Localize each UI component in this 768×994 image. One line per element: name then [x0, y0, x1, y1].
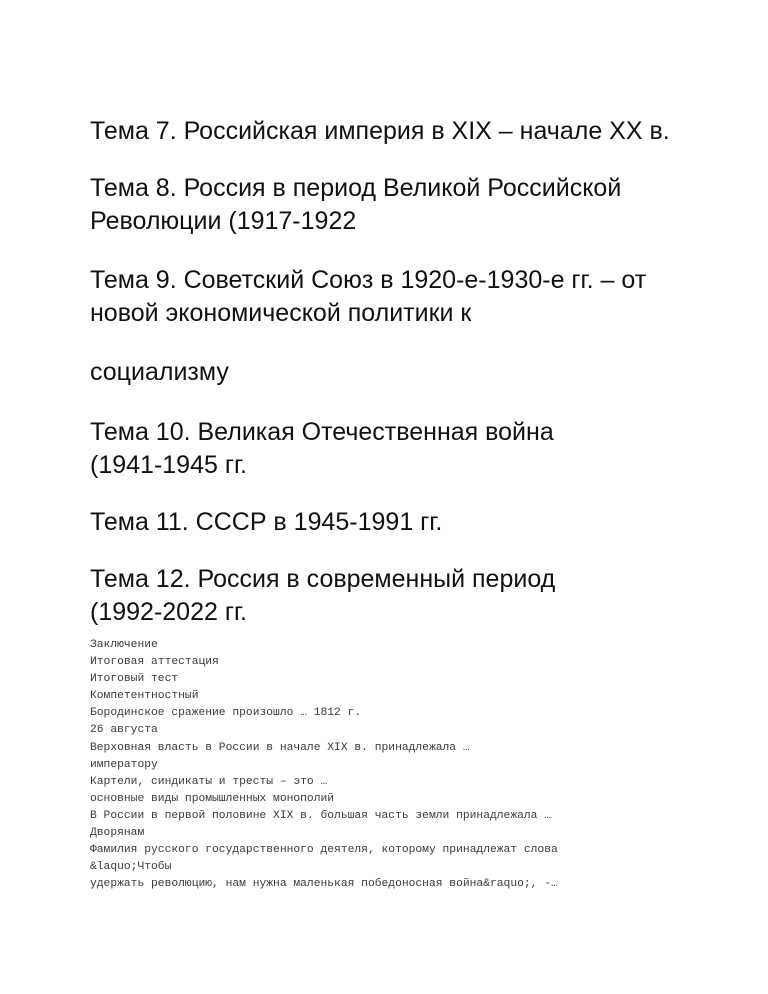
list-item: основные виды промышленных монополий: [90, 792, 335, 805]
topic-11-heading: Тема 11. СССР в 1945-1991 гг.: [90, 508, 443, 536]
list-item: &laquo;Чтобы: [90, 861, 172, 874]
list-item: Бородинское сражение произошло … 1812 г.: [90, 707, 362, 720]
topic-9-heading: Тема 9. Советский Союз в 1920-е-1930-е гг. – от новой экономической политики к: [90, 266, 647, 327]
list-item: Фамилия русского государственного деятеля, которому принадлежат слова: [90, 844, 558, 857]
topic-10-heading: Тема 10. Великая Отечественная война (1941-1945 гг.: [90, 418, 554, 479]
list-item: императору: [90, 758, 158, 771]
list-item: Итоговый тест: [90, 673, 179, 686]
topic-7-heading: Тема 7. Российская империя в XIX – начале XX в.: [90, 117, 670, 145]
topic-12-heading: Тема 12. Россия в современный период (1992-2022 гг.: [90, 565, 556, 626]
list-item: удержать революцию, нам нужна маленькая победоносная война&raquo;, -…: [90, 878, 558, 891]
list-item: В России в первой половине XIX в. большая часть земли принадлежала …: [90, 809, 551, 822]
list-item: Компетентностный: [90, 690, 199, 703]
list-item: 26 августа: [90, 724, 158, 737]
list-item: Дворянам: [90, 827, 145, 840]
topic-8-heading: Тема 8. Россия в период Великой Российской Революции (1917-1922: [90, 174, 622, 235]
test-questions-list: [90, 637, 730, 893]
topic-9-continuation: социализму: [90, 358, 229, 386]
list-item: Заключение: [90, 639, 158, 651]
list-item: Верховная власть в России в начале XIX в. принадлежала …: [90, 741, 470, 754]
list-item: Картели, синдикаты и тресты – это …: [90, 775, 328, 788]
list-item: Итоговая аттестация: [90, 656, 219, 669]
